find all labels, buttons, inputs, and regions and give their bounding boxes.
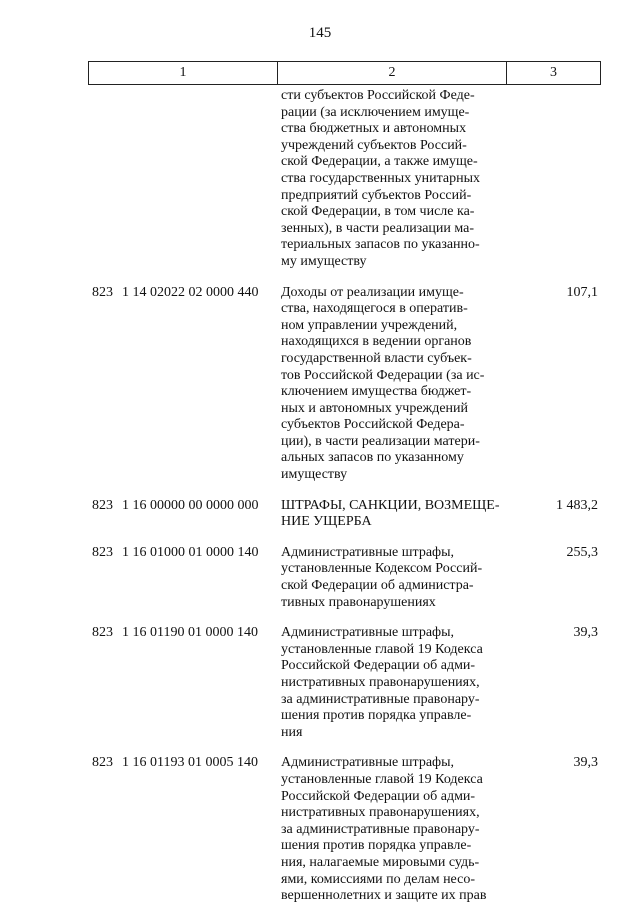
admin-code: 823 <box>92 544 113 560</box>
row-description: Доходы от реализации имуще- ства, находящегося в оператив- ном управлении учреждений, находящихся в ведении органов государственной власти субъек- тов Российской Федерации (за ис- ключением имущества бюджет- ных и автономных учреждений субъектов Российской Федера- ции), в части реализации матери- альных запасов по указанному имуществу <box>281 284 485 483</box>
header-col-2: 2 <box>278 62 507 85</box>
budget-classification-code: 1 16 01000 01 0000 140 <box>122 544 259 560</box>
row-code <box>92 545 276 562</box>
table-row <box>0 498 640 531</box>
row-description: Административные штрафы, установленные Кодексом Россий- ской Федерации об администра- тивных правонарушениях <box>281 544 483 610</box>
row-description: сти субъектов Российской Феде- рации (за исключением имуще- ства бюджетных и автономных учреждений субъектов Россий- ской Федерации, а также имуще- ства государственных унитарных предприятий субъектов Россий- ской Федерации, в том числе ка- зенных), в части реализации ма- териальных запасов по указанно- му имуществу <box>281 88 481 269</box>
row-amount: 39,3 <box>573 625 598 641</box>
row-code <box>92 285 276 302</box>
page-number: 145 <box>308 25 332 41</box>
row-description: Административные штрафы, установленные главой 19 Кодекса Российской Федерации об адми- нистративных правонарушениях, за административные правонару- шения против порядка управле- ния <box>281 625 483 740</box>
admin-code: 823 <box>92 625 113 641</box>
admin-code: 823 <box>92 755 113 771</box>
budget-classification-code: 1 16 01190 01 0000 140 <box>122 625 258 641</box>
row-amount: 1 483,2 <box>556 497 598 513</box>
row-amount: 255,3 <box>566 544 598 560</box>
table-row <box>0 285 640 484</box>
table-row <box>0 625 640 741</box>
admin-code: 823 <box>92 284 113 300</box>
header-col-1: 1 <box>89 62 278 85</box>
row-code <box>92 88 276 105</box>
header-col-3: 3 <box>507 62 601 85</box>
row-amount: 39,3 <box>573 755 598 771</box>
row-code <box>92 498 276 515</box>
row-code <box>92 755 276 772</box>
budget-classification-code: 1 14 02022 02 0000 440 <box>122 284 259 300</box>
row-description: Административные штрафы, установленные главой 19 Кодекса Российской Федерации об адми- нистративных правонарушениях, за административные правонару- шения против порядка управле- ния, налагаемые мировыми судь- ями, комиссиями по делам несо- вершеннолетних и защите их прав <box>281 755 487 904</box>
row-amount: 107,1 <box>566 284 598 300</box>
table-row <box>0 545 640 611</box>
row-description: ШТРАФЫ, САНКЦИИ, ВОЗМЕЩЕ- НИЕ УЩЕРБА <box>281 497 500 530</box>
table-row <box>0 755 640 904</box>
row-code <box>92 625 276 642</box>
table-row <box>0 88 640 271</box>
table-header <box>88 61 601 85</box>
admin-code: 823 <box>92 497 113 513</box>
table-body <box>0 88 640 919</box>
budget-classification-code: 1 16 01193 01 0005 140 <box>122 755 258 771</box>
budget-classification-code: 1 16 00000 00 0000 000 <box>122 497 259 513</box>
